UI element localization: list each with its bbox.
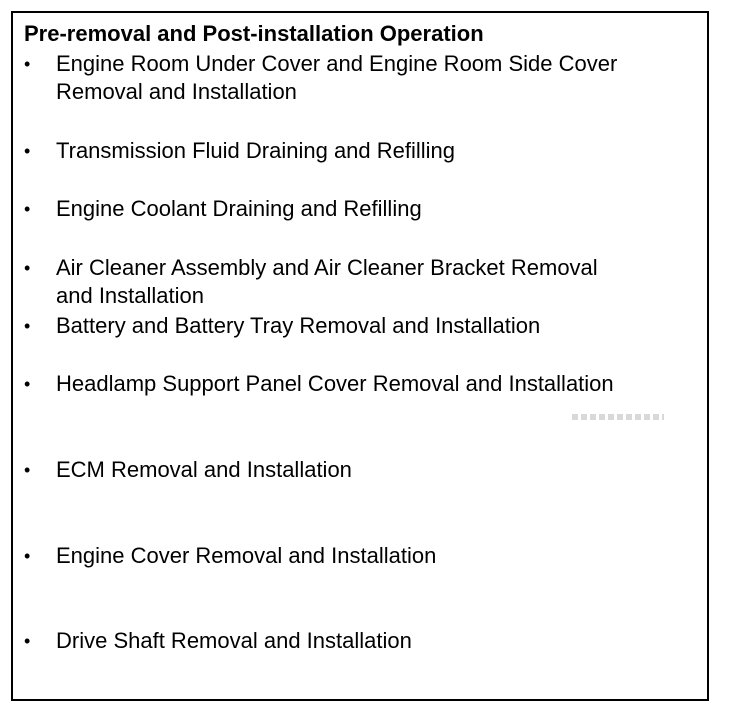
list-item-engine-coolant bbox=[24, 195, 704, 223]
list-item-headlamp-panel bbox=[24, 370, 704, 398]
list-item-line1: ECM Removal and Installation bbox=[56, 457, 352, 482]
list-item-line1: Headlamp Support Panel Cover Removal and Installation bbox=[56, 371, 614, 396]
bullet-icon: • bbox=[24, 199, 31, 219]
list-item-transmission-fluid bbox=[24, 137, 704, 165]
list-item-line1: Engine Room Under Cover and Engine Room Side Cover bbox=[56, 51, 618, 76]
section-title: Pre-removal and Post-installation Operation bbox=[24, 21, 484, 46]
bullet-icon: • bbox=[24, 54, 31, 74]
bullet-icon: • bbox=[24, 258, 31, 278]
bullet-icon: • bbox=[24, 631, 31, 651]
list-item-air-cleaner bbox=[24, 254, 704, 310]
bullet-icon: • bbox=[24, 460, 31, 480]
list-item-line1: Battery and Battery Tray Removal and Installation bbox=[56, 313, 541, 338]
list-item-engine-cover bbox=[24, 542, 704, 570]
bullet-icon: • bbox=[24, 374, 31, 394]
list-item-battery bbox=[24, 312, 704, 340]
list-item-line1: Transmission Fluid Draining and Refilling bbox=[56, 138, 456, 163]
list-item-drive-shaft bbox=[24, 627, 704, 655]
document-frame bbox=[11, 11, 709, 701]
list-item-line1: Air Cleaner Assembly and Air Cleaner Bracket Removal bbox=[56, 255, 598, 280]
scan-artifact bbox=[572, 414, 664, 420]
list-item-line2: and Installation bbox=[56, 283, 204, 308]
list-item-line1: Drive Shaft Removal and Installation bbox=[56, 628, 412, 653]
list-item-ecm bbox=[24, 456, 704, 484]
list-item-line1: Engine Cover Removal and Installation bbox=[56, 543, 437, 568]
bullet-icon: • bbox=[24, 546, 31, 566]
list-item-line1: Engine Coolant Draining and Refilling bbox=[56, 196, 422, 221]
list-item-engine-room-cover bbox=[24, 50, 704, 106]
bullet-icon: • bbox=[24, 141, 31, 161]
list-item-line2: Removal and Installation bbox=[56, 79, 297, 104]
bullet-icon: • bbox=[24, 316, 31, 336]
